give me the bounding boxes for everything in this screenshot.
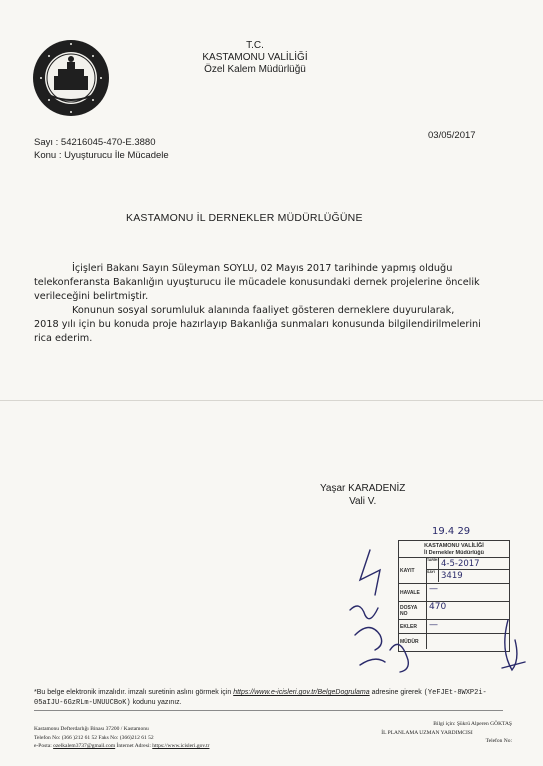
signer-name: Yaşar KARADENİZ: [320, 483, 406, 494]
footer-contact-name: Bilgi için: Şükrü Alperen GÖKTAŞ: [433, 721, 512, 727]
stamp-sublabel: SAYI: [427, 570, 439, 582]
stamp-value: 470: [429, 602, 447, 612]
stamp-title-department: İl Dernekler Müdürlüğü: [424, 550, 484, 556]
signer-title: Vali V.: [349, 496, 377, 507]
footer-label: e-Posta:: [34, 743, 54, 749]
footer-address: [34, 725, 209, 751]
header-institution: KASTAMONU VALİLİĞİ: [202, 52, 308, 63]
verification-notice: [34, 688, 504, 708]
footer-phone-line: Telefon No: (366 )212 61 52 Faks No: (366)212 61 52: [34, 734, 154, 741]
stamp-label: EKLER: [399, 620, 427, 633]
konu-field: Konu : Uyuşturucu İle Mücadele: [34, 150, 169, 161]
signature-block: [320, 482, 405, 508]
body-paragraph: Konunun sosyal sorumluluk alanında faaliyet gösteren derneklere duyurularak, 2018 yılı için bu konuda proje hazırlayıp Bakanlığa sunmaları konusunda bilgilendirilmelerini rica ederim.: [34, 305, 481, 344]
footer-contact-phone: Telefon No:: [485, 738, 512, 744]
letterhead: [170, 40, 340, 76]
document-date: 03/05/2017: [428, 130, 476, 141]
footer-address-line: Kastamonu Defterdarlığı Binası 37200 / Kastamonu: [34, 726, 149, 732]
body-paragraph: İçişleri Bakanı Sayın Süleyman SOYLU, 02 Mayıs 2017 tarihinde yapmış olduğu telekonferansta Bakanlığın uyuşturucu ile mücadele konusundaki dernek projelerine öncelik verileceğini belirtmiştir.: [34, 263, 480, 302]
stamp-label: HAVALE: [399, 584, 427, 601]
turkey-ministry-seal-icon: [31, 38, 111, 118]
verification-code: (YeFJEt-8WXP2i-05aIJU-6GzRLm-UNUUCBoK): [34, 689, 487, 707]
footer-website-link[interactable]: https://www.icisleri.gov.tr: [152, 743, 210, 749]
stamp-label: DOSYA NO: [399, 602, 427, 619]
handwritten-signature-icon: [330, 540, 530, 680]
document-meta: [34, 136, 169, 162]
stamp-date-value: 4-5-2017: [441, 559, 480, 569]
notice-text: *Bu belge elektronik imzalıdır. imzalı suretinin aslını görmek için: [34, 689, 234, 696]
footer-contact-line: [34, 742, 209, 751]
recipient-line: KASTAMONU İL DERNEKLER MÜDÜRLÜĞÜNE: [126, 212, 363, 224]
stamp-label: KAYIT: [399, 558, 427, 583]
footer-contact-person: [342, 720, 512, 746]
verification-link[interactable]: https://www.e-icisleri.gov.tr/BelgeDogrulama: [233, 689, 370, 696]
stamp-number-value: 3419: [441, 571, 463, 581]
sayi-field: Sayı : 54216045-470-E.3880: [34, 137, 156, 148]
stamp-label: MÜDÜR: [399, 634, 427, 649]
footer-label: İnternet Adresi:: [115, 743, 153, 749]
stamp-value: —: [429, 584, 438, 594]
letter-body: [34, 262, 482, 346]
header-tc: T.C.: [246, 40, 264, 51]
stamp-value: —: [429, 620, 438, 630]
notice-text: kodunu yazınız.: [130, 699, 182, 706]
stamp-title-institution: KASTAMONU VALİLİĞİ: [424, 543, 484, 549]
notice-text: adresine girerek: [369, 689, 424, 696]
header-department: Özel Kalem Müdürlüğü: [204, 64, 306, 75]
footer-email-link[interactable]: ozelkalem3737@gmail.com: [53, 743, 116, 749]
footer-contact-title: İL PLANLAMA UZMAN YARDIMCISI: [381, 729, 473, 736]
scan-fold-line: [0, 400, 543, 401]
handwritten-note: 19.4 29: [432, 526, 471, 537]
stamp-sublabel: TARİH: [427, 558, 439, 569]
footer-divider: [34, 710, 503, 711]
